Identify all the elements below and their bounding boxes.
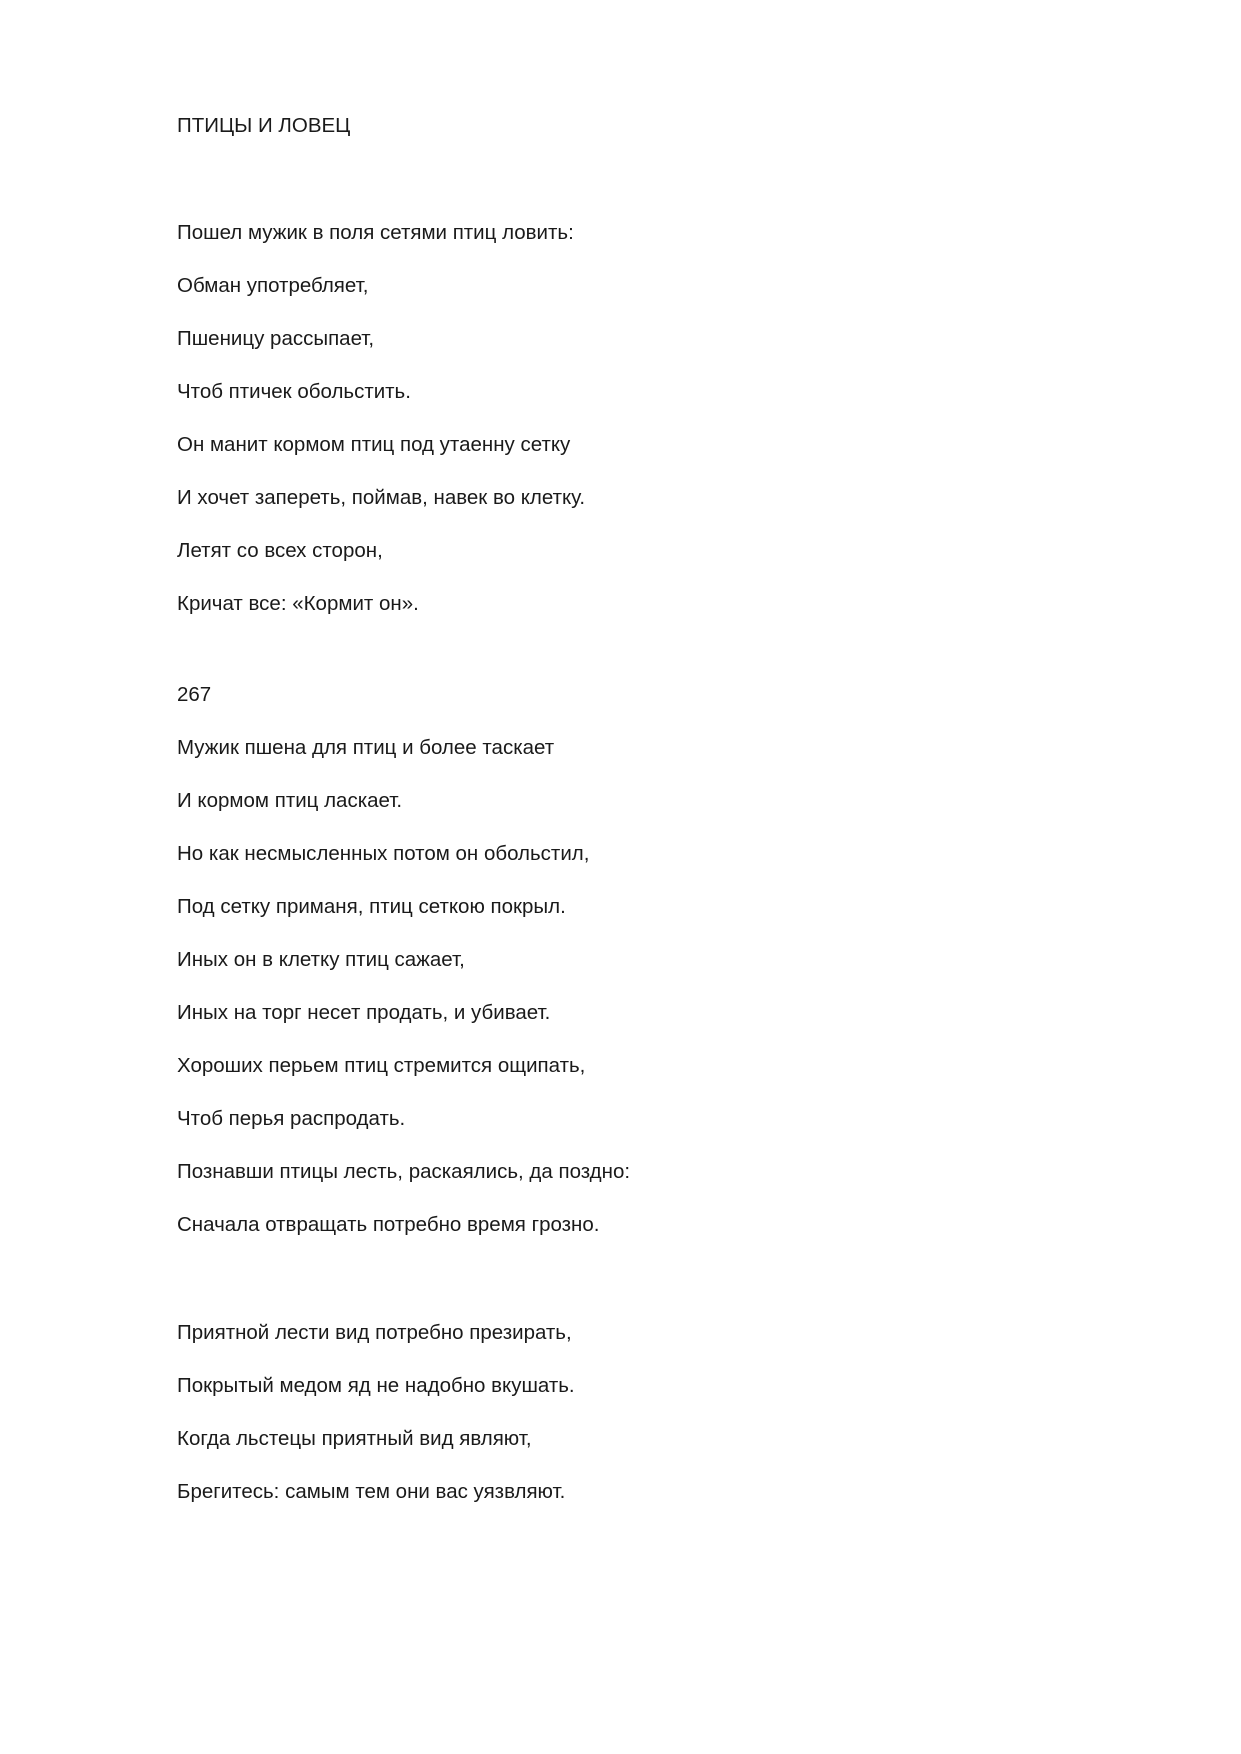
- verse-line: И хочет запереть, поймав, навек во клетку.: [177, 486, 586, 509]
- verse-line: Покрытый медом яд не надобно вкушать.: [177, 1374, 575, 1397]
- verse-line: Брегитесь: самым тем они вас уязвляют.: [177, 1480, 566, 1503]
- verse-line: Чтоб перья распродать.: [177, 1107, 406, 1130]
- verse-line: И кормом птиц ласкает.: [177, 789, 403, 812]
- verse-line: Но как несмысленных потом он обольстил,: [177, 842, 590, 865]
- verse-line: Чтоб птичек обольстить.: [177, 380, 411, 403]
- verse-line: Он манит кормом птиц под утаенну сетку: [177, 433, 571, 456]
- document-page: [177, 113, 1157, 1505]
- moral-stanza: [177, 1320, 1157, 1505]
- verse-line: Кричат все: «Кормит он».: [177, 592, 419, 615]
- verse-line: Когда льстецы приятный вид являют,: [177, 1427, 532, 1450]
- page-number: 267: [177, 683, 212, 706]
- verse-line: Приятной лести вид потребно презирать,: [177, 1321, 572, 1344]
- verse-line: Летят со всех сторон,: [177, 539, 383, 562]
- verse-line: Пошел мужик в поля сетями птиц ловить:: [177, 221, 574, 244]
- stanza-2: [177, 735, 1157, 1238]
- verse-line: Обман употребляет,: [177, 274, 369, 297]
- verse-line: Сначала отвращать потребно время грозно.: [177, 1213, 600, 1236]
- verse-line: Пшеницу рассыпает,: [177, 327, 375, 350]
- poem-title: ПТИЦЫ И ЛОВЕЦ: [177, 114, 351, 137]
- verse-line: Мужик пшена для птиц и более таскает: [177, 736, 555, 759]
- stanza-1: [177, 220, 1157, 617]
- verse-line: Познавши птицы лесть, раскаялись, да поздно:: [177, 1160, 631, 1183]
- verse-line: Хороших перьем птиц стремится ощипать,: [177, 1054, 586, 1077]
- verse-line: Под сетку приманя, птиц сеткою покрыл.: [177, 895, 566, 918]
- verse-line: Иных он в клетку птиц сажает,: [177, 948, 465, 971]
- verse-line: Иных на торг несет продать, и убивает.: [177, 1001, 551, 1024]
